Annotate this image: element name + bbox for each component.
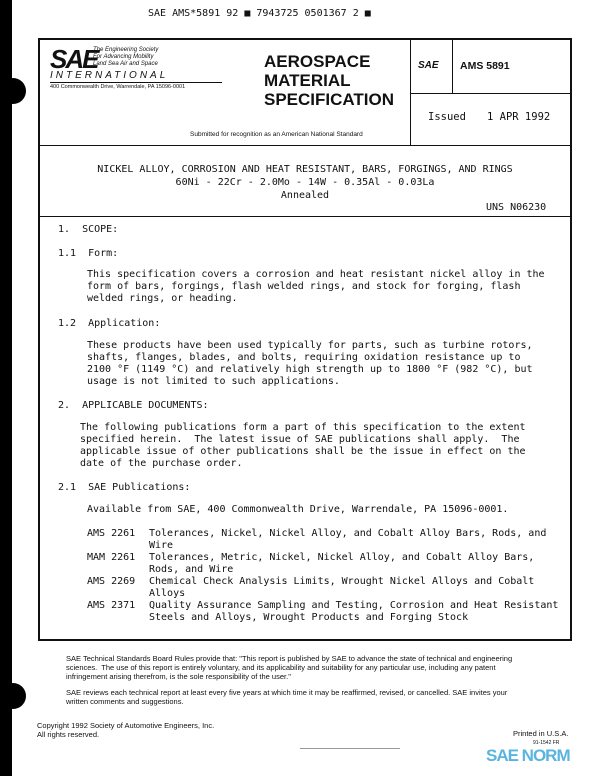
sae-small-logo: SAE [418,60,439,71]
section-2-1-text: Available from SAE, 400 Commonwealth Drive, Warrendale, PA 15096-0001. [87,504,509,515]
section-1-heading: 1. SCOPE: [58,224,119,235]
section-1-1-text [87,269,545,305]
document-title [38,163,572,202]
punch-hole [0,683,26,709]
text-line: 2100 °F (1149 °C) and relatively high strength up to 1800 °F (982 °C), but [87,364,533,375]
sae-logo: SAE [50,44,98,74]
reference-list [87,528,558,624]
text-line: Chemical Check Analysis Limits, Wrought Nickel Alloys and Cobalt [149,576,535,587]
reference-item [87,600,558,624]
divider [38,145,572,146]
form-code: 91-1542 FR [533,740,560,746]
reference-title [149,576,534,600]
reference-id: MAM 2261 [87,552,136,563]
doc-number: AMS 5891 [460,60,510,72]
top-code: SAE AMS*5891 92 ■ 7943725 0501367 2 ■ [148,8,371,19]
section-2-1-heading: 2.1 SAE Publications: [58,482,191,493]
text-line: welded rings, or heading. [87,293,238,304]
title-line: 60Ni - 22Cr - 2.0Mo - 14W - 0.35Al - 0.03La [175,177,435,188]
board-rules-note [66,654,512,681]
text-line: Tolerances, Metric, Nickel, Nickel Alloy, and Cobalt Alloy Bars, [149,552,535,563]
reference-id: AMS 2261 [87,528,136,539]
header-title [264,52,394,109]
text-line: applicable issue of other publications shall be the issue in effect on the [80,446,526,457]
reference-item [87,552,558,576]
text-line: Copyright 1992 Society of Automotive Engineers, Inc. [37,721,215,730]
section-2-heading: 2. APPLICABLE DOCUMENTS: [58,400,209,411]
text-line: Tolerances, Nickel, Nickel Alloy, and Cobalt Alloy Bars, Rods, and [149,528,547,539]
title-line: Annealed [280,190,330,201]
reference-title [149,528,546,552]
title-line: NICKEL ALLOY, CORROSION AND HEAT RESISTANT, BARS, FORGINGS, AND RINGS [97,164,513,175]
divider [452,38,453,93]
text-line: Steels and Alloys, Wrought Products and Forging Stock [149,612,469,623]
tagline-line: For Advancing Mobility [93,54,154,60]
reference-item [87,576,558,600]
watermark-text: SAE NORM [486,746,570,765]
text-line: Quality Assurance Sampling and Testing, Corrosion and Heat Resistant [149,600,559,611]
international-label: INTERNATIONAL [50,70,169,81]
text-line: Rods, and Wire [149,564,234,575]
punch-hole [0,78,26,104]
issued-date: 1 APR 1992 [487,111,551,123]
faint-text-line [300,748,400,749]
text-line: infringement arising therefrom, is the sole responsibility of the user." [66,672,291,681]
section-1-2-text [87,340,533,388]
text-line: sciences. The use of this report is entirely voluntary, and its applicability and suitability for any particular use, including any patent [66,663,496,672]
section-1-1-heading: 1.1 Form: [58,248,119,259]
title-line: MATERIAL [264,71,351,90]
text-line: written comments and suggestions. [66,697,184,706]
tagline-line: Land Sea Air and Space [93,61,158,67]
review-note [66,688,507,706]
text-line: usage is not limited to such applications. [87,376,340,387]
text-line: shafts, flanges, blades, and bolts, requiring oxidation resistance up to [87,352,521,363]
title-line: AEROSPACE [264,52,371,71]
copyright [37,721,214,739]
divider [410,93,572,94]
printed-in: Printed in U.S.A. [513,729,569,738]
reference-title [149,600,558,624]
text-line: Wire [149,540,174,551]
reference-item [87,528,558,552]
section-1-2-heading: 1.2 Application: [58,318,161,329]
text-line: form of bars, forgings, flash welded rings, and stock for forging, flash [87,281,521,292]
section-2-text [80,422,526,470]
divider [38,216,572,217]
text-line: date of the purchase order. [80,458,243,469]
issued-label: Issued [428,111,466,123]
reference-title [149,552,534,576]
address: 400 Commonwealth Drive, Warrendale, PA 15096-0001 [50,84,186,90]
text-line: All rights reserved. [37,730,100,739]
title-line: SPECIFICATION [264,90,395,109]
text-line: The following publications form a part of this specification to the extent [80,422,526,433]
uns-number: UNS N06230 [486,202,547,213]
text-line: This specification covers a corrosion and heat resistant nickel alloy in the [87,269,545,280]
text-line: SAE Technical Standards Board Rules provide that: "This report is published by SAE to advance the state of technical and engineering [66,654,513,663]
text-line: Alloys [149,588,186,599]
scan-edge [0,0,12,776]
text-line: These products have been used typically for parts, such as turbine rotors, [87,340,533,351]
tagline-line: The Engineering Society [93,47,159,53]
reference-id: AMS 2371 [87,600,136,611]
tagline [93,47,158,68]
sae-norm-watermark [486,747,570,765]
divider [410,38,411,145]
reference-id: AMS 2269 [87,576,136,587]
text-line: SAE reviews each technical report at least every five years at which time it may be reaffirmed, revised, or cancelled. SAE invites your [66,688,508,697]
submitted-note: Submitted for recognition as an American National Standard [190,131,363,138]
text-line: specified herein. The latest issue of SAE publications shall apply. The [80,434,520,445]
divider [50,82,222,83]
